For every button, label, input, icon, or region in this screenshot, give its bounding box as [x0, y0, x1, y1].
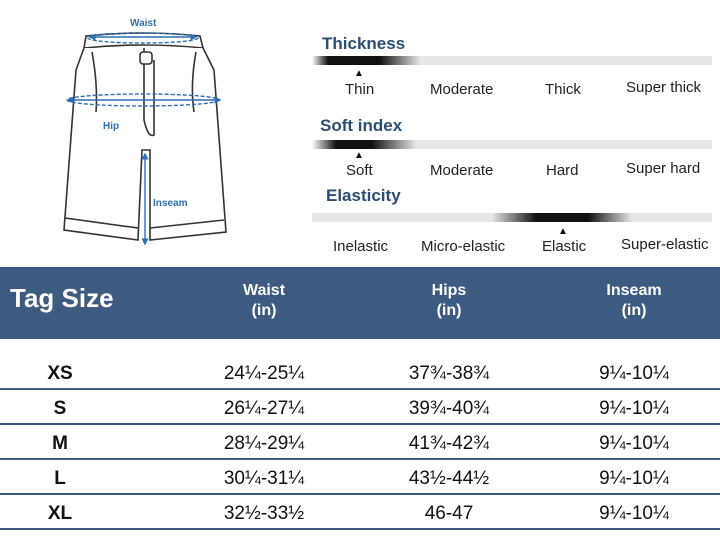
- soft-index-label-super-hard: Super hard: [626, 160, 701, 177]
- thickness-bar: [312, 56, 712, 65]
- hip-label: Hip: [103, 121, 120, 132]
- size-table-header: [0, 267, 720, 339]
- hips-column-name: Hips: [431, 282, 467, 299]
- waist-cell: 24¼-25¼: [223, 363, 305, 384]
- hips-cell: 41¾-42¾: [408, 433, 490, 454]
- table-row: [0, 461, 720, 496]
- size-cell: M: [52, 433, 68, 454]
- hips-cell: 39¾-40¾: [408, 398, 490, 419]
- row-divider: [0, 528, 720, 530]
- row-divider: [0, 388, 720, 390]
- inseam-cell: 9¼-10¼: [599, 398, 669, 419]
- inseam-cell: 9¼-10¼: [599, 468, 669, 489]
- soft-index-label-soft: Soft: [346, 162, 373, 179]
- size-cell: L: [54, 468, 66, 489]
- hips-cell: 43½-44½: [408, 468, 490, 489]
- hips-column-header: [379, 281, 519, 321]
- elasticity-label-super-elastic: Super-elastic: [621, 236, 709, 253]
- soft-index-marker-icon: ▲: [354, 150, 364, 161]
- row-divider: [0, 423, 720, 425]
- size-cell: XS: [47, 363, 73, 384]
- row-divider: [0, 493, 720, 495]
- soft-index-label-moderate: Moderate: [430, 162, 494, 179]
- waist-column-unit: (in): [251, 302, 277, 319]
- tag-size-header: Tag Size: [10, 283, 114, 313]
- thickness-label-thin: Thin: [345, 81, 375, 98]
- elasticity-bar: [312, 213, 712, 222]
- hips-cell: 46-47: [424, 503, 474, 524]
- shorts-diagram: [0, 0, 300, 265]
- waist-cell: 32½-33½: [223, 503, 305, 524]
- hips-column-unit: (in): [436, 302, 462, 319]
- hips-cell: 37¾-38¾: [408, 363, 490, 384]
- inseam-column-name: Inseam: [606, 282, 662, 299]
- waist-cell: 28¼-29¼: [223, 433, 305, 454]
- soft-index-label-hard: Hard: [546, 162, 579, 179]
- waist-column-header: [194, 281, 334, 321]
- inseam-label: Inseam: [153, 198, 188, 209]
- waist-label: Waist: [130, 18, 157, 29]
- size-cell: S: [53, 398, 67, 419]
- elasticity-marker-icon: ▲: [558, 226, 568, 237]
- table-row: [0, 426, 720, 461]
- elasticity-label-elastic: Elastic: [542, 238, 587, 255]
- size-cell: XL: [47, 503, 73, 524]
- elasticity-label-micro-elastic: Micro-elastic: [421, 238, 506, 255]
- elasticity-title: Elasticity: [326, 186, 401, 205]
- inseam-column-header: [564, 281, 704, 321]
- table-row: [0, 391, 720, 426]
- table-row: [0, 496, 720, 531]
- thickness-label-moderate: Moderate: [430, 81, 494, 98]
- row-divider: [0, 458, 720, 460]
- inseam-column-unit: (in): [621, 302, 647, 319]
- inseam-cell: 9¼-10¼: [599, 433, 669, 454]
- thickness-marker-icon: ▲: [354, 68, 364, 79]
- thickness-label-thick: Thick: [545, 81, 581, 98]
- inseam-cell: 9¼-10¼: [599, 503, 669, 524]
- soft-index-title: Soft index: [320, 116, 403, 135]
- thickness-title: Thickness: [322, 34, 406, 53]
- waist-cell: 26¼-27¼: [223, 398, 305, 419]
- waist-cell: 30¼-31¼: [223, 468, 305, 489]
- waist-column-name: Waist: [242, 282, 286, 299]
- soft-index-bar: [312, 140, 712, 149]
- table-row: [0, 356, 720, 391]
- inseam-cell: 9¼-10¼: [599, 363, 669, 384]
- elasticity-label-inelastic: Inelastic: [333, 238, 389, 255]
- thickness-label-super-thick: Super thick: [626, 79, 702, 96]
